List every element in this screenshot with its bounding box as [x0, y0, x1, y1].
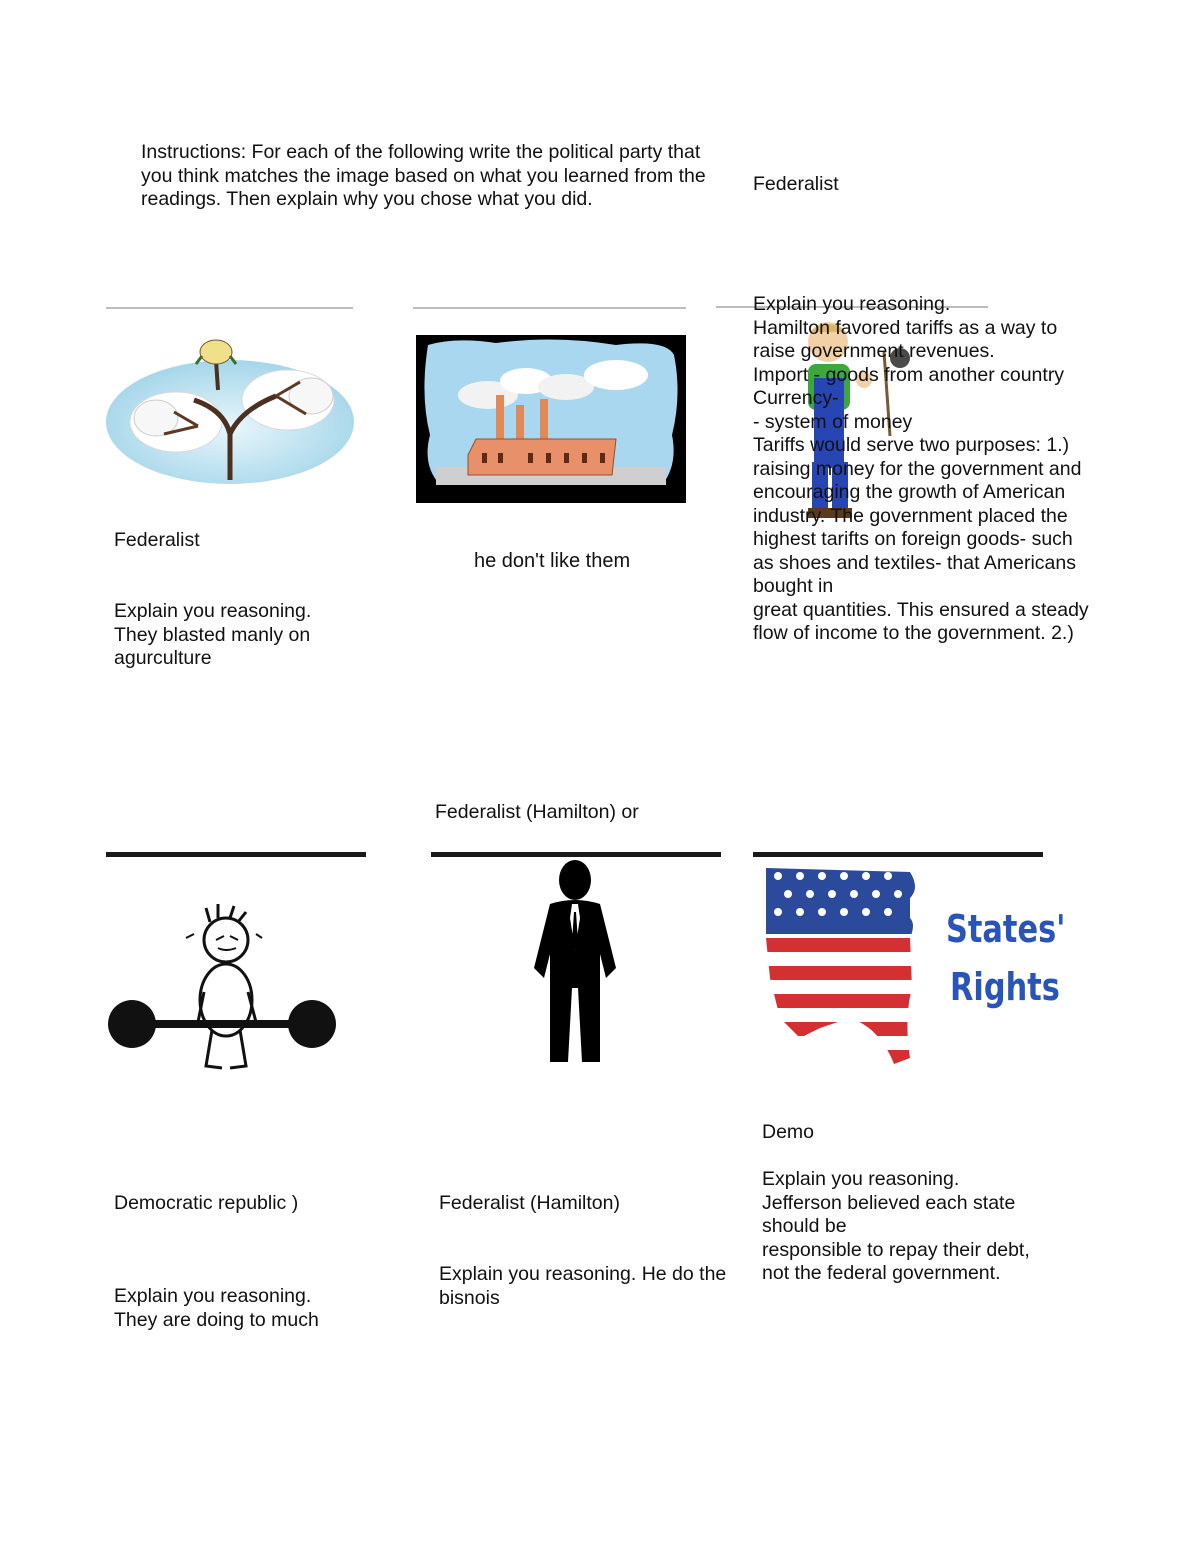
answer-line-1	[106, 307, 353, 309]
businessman-explanation: Explain you reasoning. He do the bisnois	[439, 1263, 727, 1309]
cotton-plant-image	[106, 330, 354, 490]
states-rights-logo-line1: States'	[946, 907, 1066, 952]
answer-line-2	[413, 307, 686, 309]
cotton-answer: Federalist	[114, 529, 200, 551]
lifter-answer: Democratic republic )	[114, 1192, 299, 1214]
factory-answer: he don't like them	[474, 550, 631, 572]
weightlifter-image	[106, 900, 338, 1080]
answer-line-6	[753, 852, 1043, 857]
lifter-explanation: Explain you reasoning. They are doing to much	[114, 1285, 319, 1331]
answer-line-4	[106, 852, 366, 857]
top-right-answer: Federalist	[753, 173, 839, 195]
factory-image	[416, 335, 686, 503]
businessman-answer: Federalist (Hamilton)	[439, 1192, 620, 1214]
states-explanation: Explain you reasoning. Jefferson believed each state should be responsible to repay their debt, not the federal government.	[762, 1168, 1030, 1284]
states-answer: Demo	[762, 1121, 815, 1143]
mid-row-label: Federalist (Hamilton) or	[435, 801, 639, 823]
states-rights-logo-line2: Rights	[950, 965, 1060, 1010]
answer-line-5	[431, 852, 721, 857]
instructions-text: Instructions: For each of the following write the political party that you think matches the image based on what you learned from the readings. Then explain why you chose what you did.	[141, 141, 706, 210]
top-right-explanation: Explain you reasoning. Hamilton favored tariffs as a way to raise government revenues. Import - goods from another country Currency- - system of money Tariffs would serve two purposes: 1.) raising money for the government and encouraging the growth of American industry. The government placed the highest tarifts on foreign goods- such as shoes and textiles- that Americans bought in great quantities. This ensured a steady flow of income to the government. 2.)	[753, 293, 1089, 644]
cotton-explanation: Explain you reasoning. They blasted manly on agurculture	[114, 600, 312, 669]
states-rights-image	[760, 858, 1090, 1073]
businessman-silhouette-image	[520, 858, 630, 1068]
